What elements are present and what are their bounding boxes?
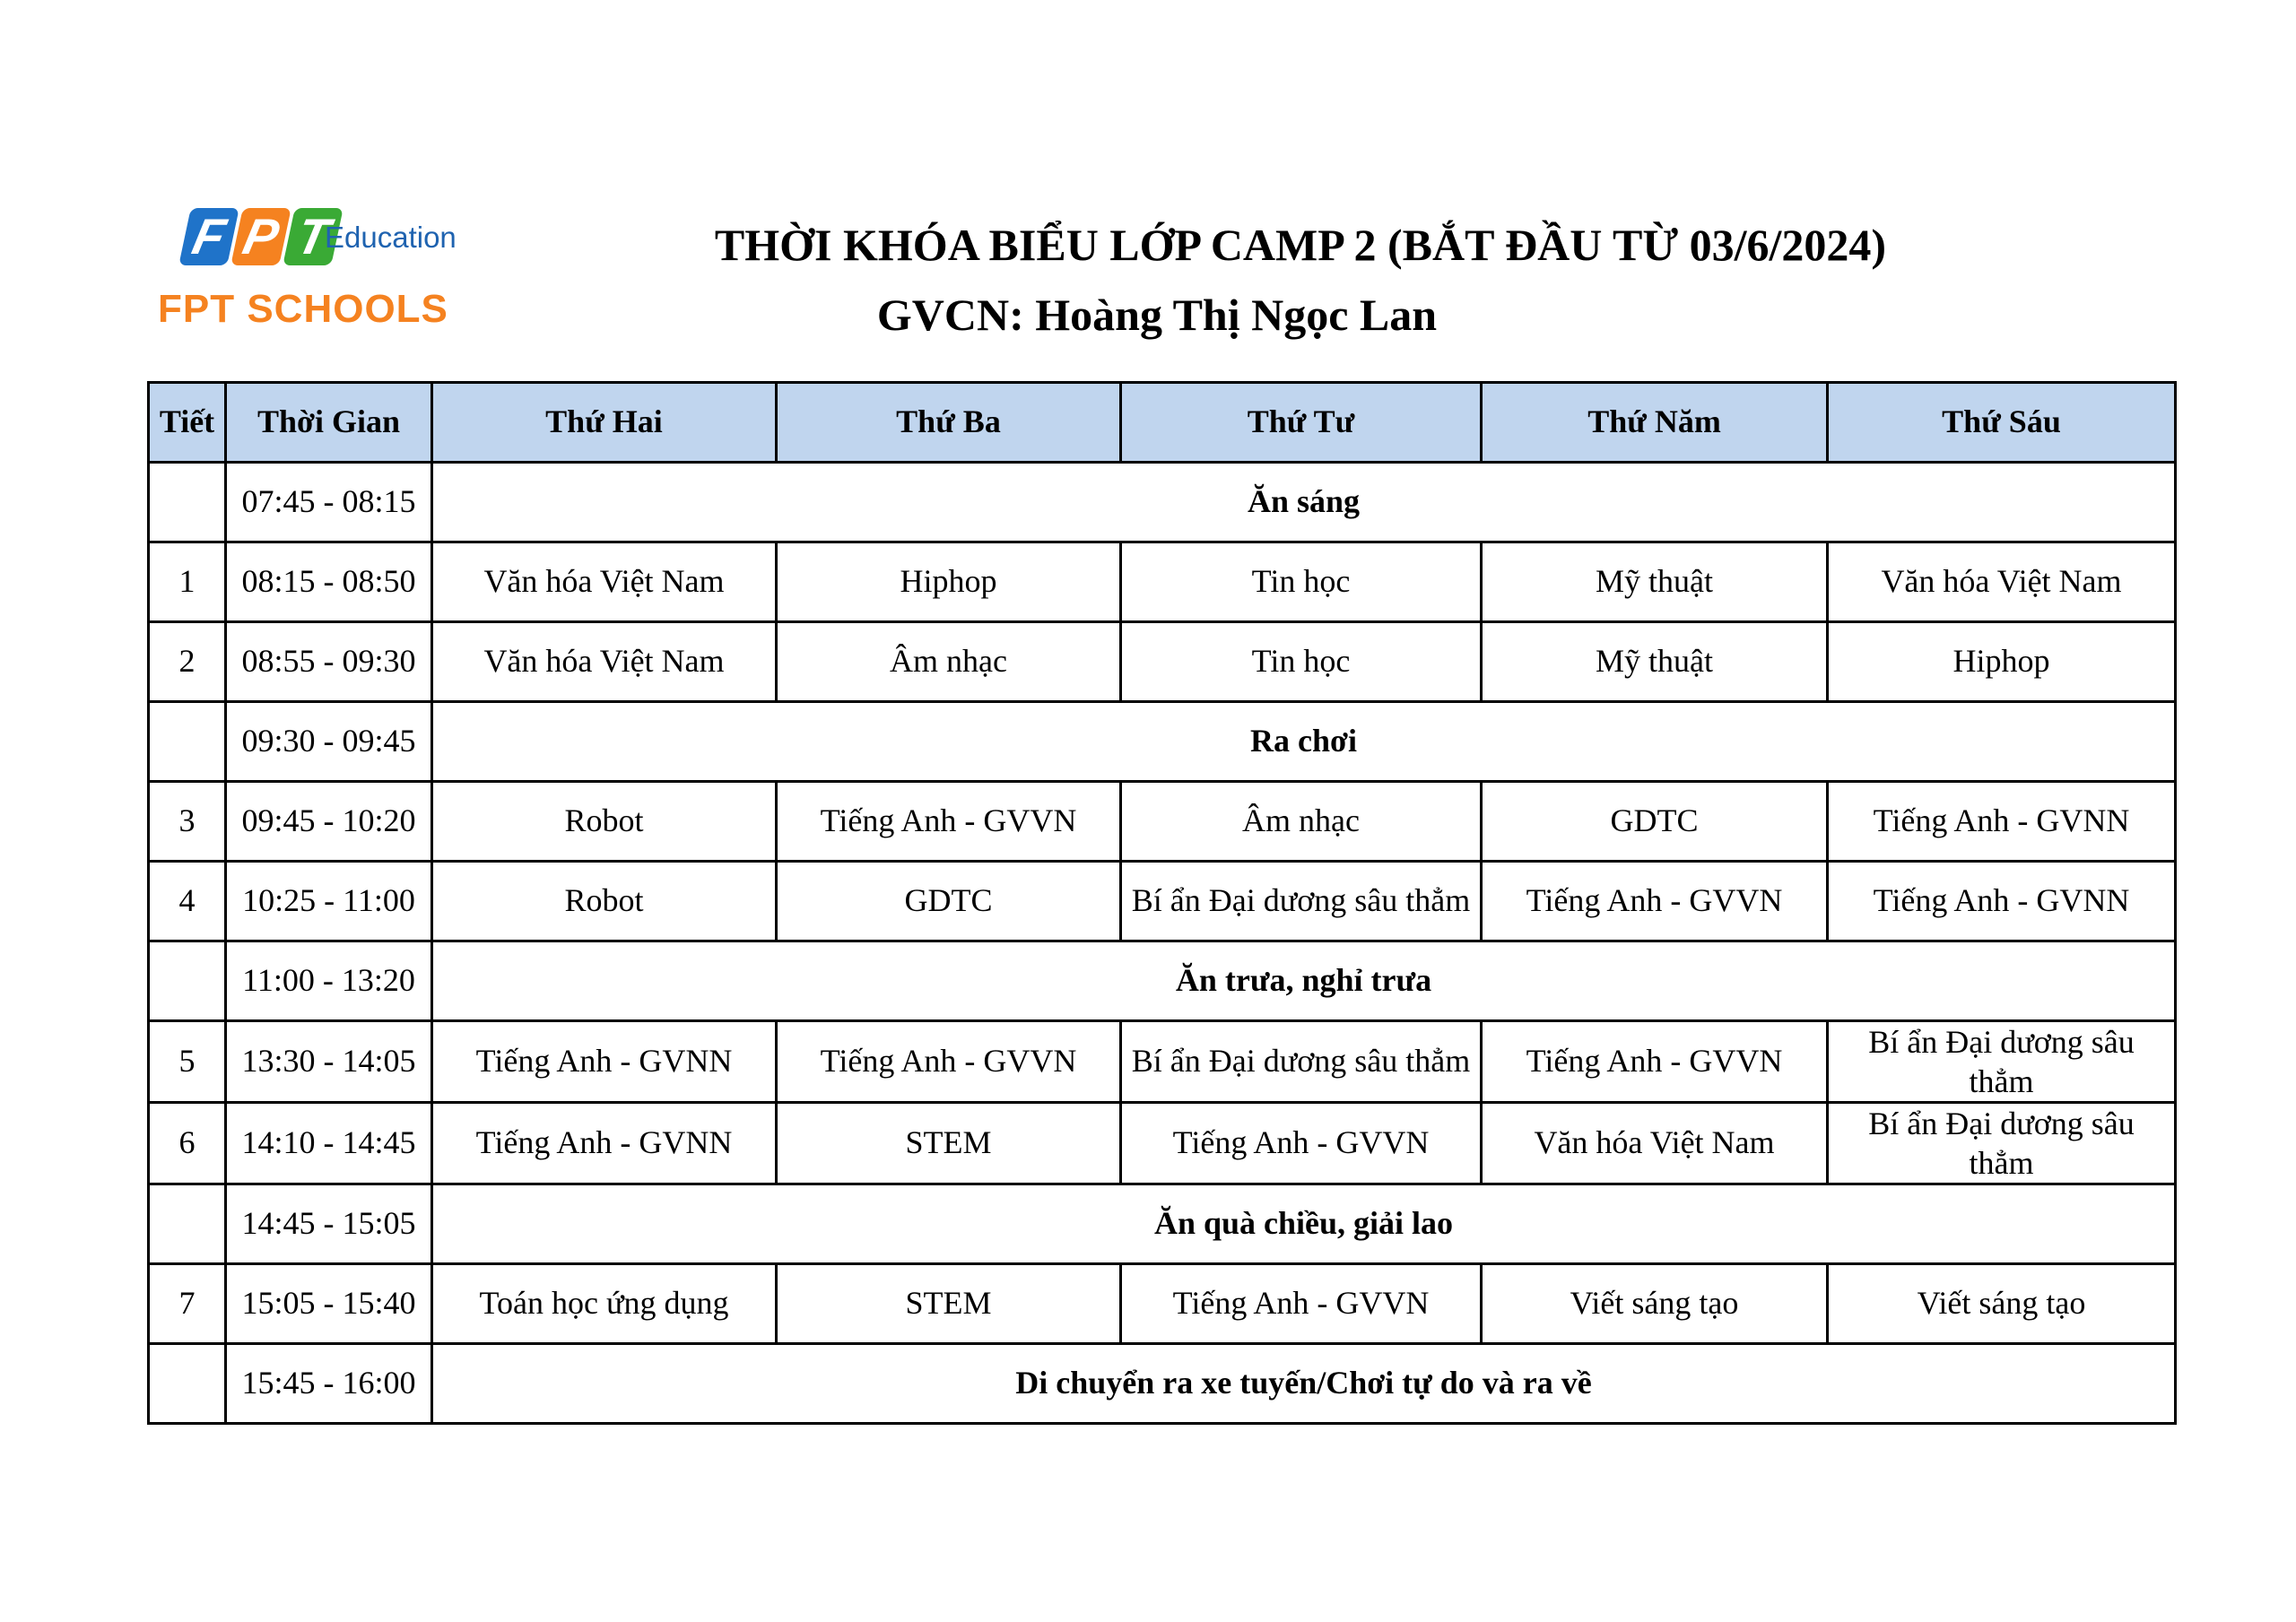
period-cell <box>149 1184 226 1264</box>
subject-cell: GDTC <box>1482 782 1828 862</box>
lesson-row <box>149 862 2176 941</box>
subject-cell: Tiếng Anh - GVVN <box>1121 1103 1482 1184</box>
period-cell: 2 <box>149 622 226 702</box>
table-body <box>149 463 2176 1424</box>
subject-cell: Âm nhạc <box>1121 782 1482 862</box>
column-header: Thứ Sáu <box>1828 383 2176 463</box>
subject-cell: Văn hóa Việt Nam <box>1828 542 2176 622</box>
subject-cell: Bí ẩn Đại dương sâu thẳm <box>1121 1021 1482 1103</box>
period-cell: 5 <box>149 1021 226 1103</box>
subject-cell: Tin học <box>1121 542 1482 622</box>
time-cell: 08:15 - 08:50 <box>226 542 432 622</box>
subject-cell: Tiếng Anh - GVNN <box>432 1103 777 1184</box>
period-cell <box>149 702 226 782</box>
subject-cell: Bí ẩn Đại dương sâu thẳm <box>1828 1103 2176 1184</box>
period-cell: 1 <box>149 542 226 622</box>
break-cell: Ra chơi <box>432 702 2176 782</box>
subject-cell: Hiphop <box>777 542 1121 622</box>
subject-cell: Tin học <box>1121 622 1482 702</box>
break-cell: Ăn trưa, nghỉ trưa <box>432 941 2176 1021</box>
subject-cell: Âm nhạc <box>777 622 1121 702</box>
lesson-row <box>149 1021 2176 1103</box>
logo-schools-text: FPT SCHOOLS <box>158 287 448 331</box>
subject-cell: Tiếng Anh - GVNN <box>1828 782 2176 862</box>
logo-letter-f: F <box>178 208 239 265</box>
subject-cell: STEM <box>777 1264 1121 1344</box>
lesson-row <box>149 1264 2176 1344</box>
time-cell: 09:45 - 10:20 <box>226 782 432 862</box>
subject-cell: Tiếng Anh - GVNN <box>432 1021 777 1103</box>
time-cell: 15:45 - 16:00 <box>226 1344 432 1424</box>
period-cell: 7 <box>149 1264 226 1344</box>
time-cell: 14:10 - 14:45 <box>226 1103 432 1184</box>
fpt-logo-mark <box>185 204 341 269</box>
logo-letter-p: P <box>230 208 291 265</box>
subject-cell: Hiphop <box>1828 622 2176 702</box>
column-header: Thứ Năm <box>1482 383 1828 463</box>
column-header: Thời Gian <box>226 383 432 463</box>
subject-cell: Tiếng Anh - GVVN <box>777 1021 1121 1103</box>
period-cell <box>149 1344 226 1424</box>
lesson-row <box>149 1103 2176 1184</box>
subject-cell: Văn hóa Việt Nam <box>432 622 777 702</box>
time-cell: 08:55 - 09:30 <box>226 622 432 702</box>
break-row <box>149 1344 2176 1424</box>
lesson-row <box>149 622 2176 702</box>
logo-letter-t: T <box>283 208 344 265</box>
subject-cell: Robot <box>432 782 777 862</box>
subject-cell: Mỹ thuật <box>1482 542 1828 622</box>
subject-cell: Mỹ thuật <box>1482 622 1828 702</box>
lesson-row <box>149 542 2176 622</box>
time-cell: 10:25 - 11:00 <box>226 862 432 941</box>
period-cell: 6 <box>149 1103 226 1184</box>
lesson-row <box>149 782 2176 862</box>
subject-cell: Tiếng Anh - GVVN <box>777 782 1121 862</box>
subject-cell: Robot <box>432 862 777 941</box>
break-row <box>149 941 2176 1021</box>
break-row <box>149 1184 2176 1264</box>
subject-cell: STEM <box>777 1103 1121 1184</box>
subject-cell: Tiếng Anh - GVNN <box>1828 862 2176 941</box>
logo-education-text: Education <box>325 221 457 254</box>
time-cell: 14:45 - 15:05 <box>226 1184 432 1264</box>
subject-cell: Tiếng Anh - GVVN <box>1121 1264 1482 1344</box>
period-cell <box>149 463 226 542</box>
time-cell: 15:05 - 15:40 <box>226 1264 432 1344</box>
subject-cell: GDTC <box>777 862 1121 941</box>
subject-cell: Viết sáng tạo <box>1828 1264 2176 1344</box>
time-cell: 09:30 - 09:45 <box>226 702 432 782</box>
break-row <box>149 702 2176 782</box>
table-header-row <box>149 383 2176 463</box>
subject-cell: Toán học ứng dụng <box>432 1264 777 1344</box>
page-title: THỜI KHÓA BIỂU LỚP CAMP 2 (BẮT ĐẦU TỪ 03/6/2024) <box>714 220 1887 270</box>
column-header: Thứ Hai <box>432 383 777 463</box>
subject-cell: Văn hóa Việt Nam <box>1482 1103 1828 1184</box>
break-cell: Ăn sáng <box>432 463 2176 542</box>
subject-cell: Bí ẩn Đại dương sâu thẳm <box>1828 1021 2176 1103</box>
column-header: Tiết <box>149 383 226 463</box>
subject-cell: Tiếng Anh - GVVN <box>1482 862 1828 941</box>
break-row <box>149 463 2176 542</box>
column-header: Thứ Tư <box>1121 383 1482 463</box>
period-cell: 3 <box>149 782 226 862</box>
subject-cell: Văn hóa Việt Nam <box>432 542 777 622</box>
time-cell: 13:30 - 14:05 <box>226 1021 432 1103</box>
column-header: Thứ Ba <box>777 383 1121 463</box>
timetable <box>147 381 2177 1425</box>
homeroom-teacher: GVCN: Hoàng Thị Ngọc Lan <box>876 290 1438 340</box>
period-cell <box>149 941 226 1021</box>
break-cell: Di chuyển ra xe tuyến/Chơi tự do và ra về <box>432 1344 2176 1424</box>
subject-cell: Tiếng Anh - GVVN <box>1482 1021 1828 1103</box>
time-cell: 07:45 - 08:15 <box>226 463 432 542</box>
time-cell: 11:00 - 13:20 <box>226 941 432 1021</box>
subject-cell: Viết sáng tạo <box>1482 1264 1828 1344</box>
period-cell: 4 <box>149 862 226 941</box>
subject-cell: Bí ẩn Đại dương sâu thẳm <box>1121 862 1482 941</box>
break-cell: Ăn quà chiều, giải lao <box>432 1184 2176 1264</box>
